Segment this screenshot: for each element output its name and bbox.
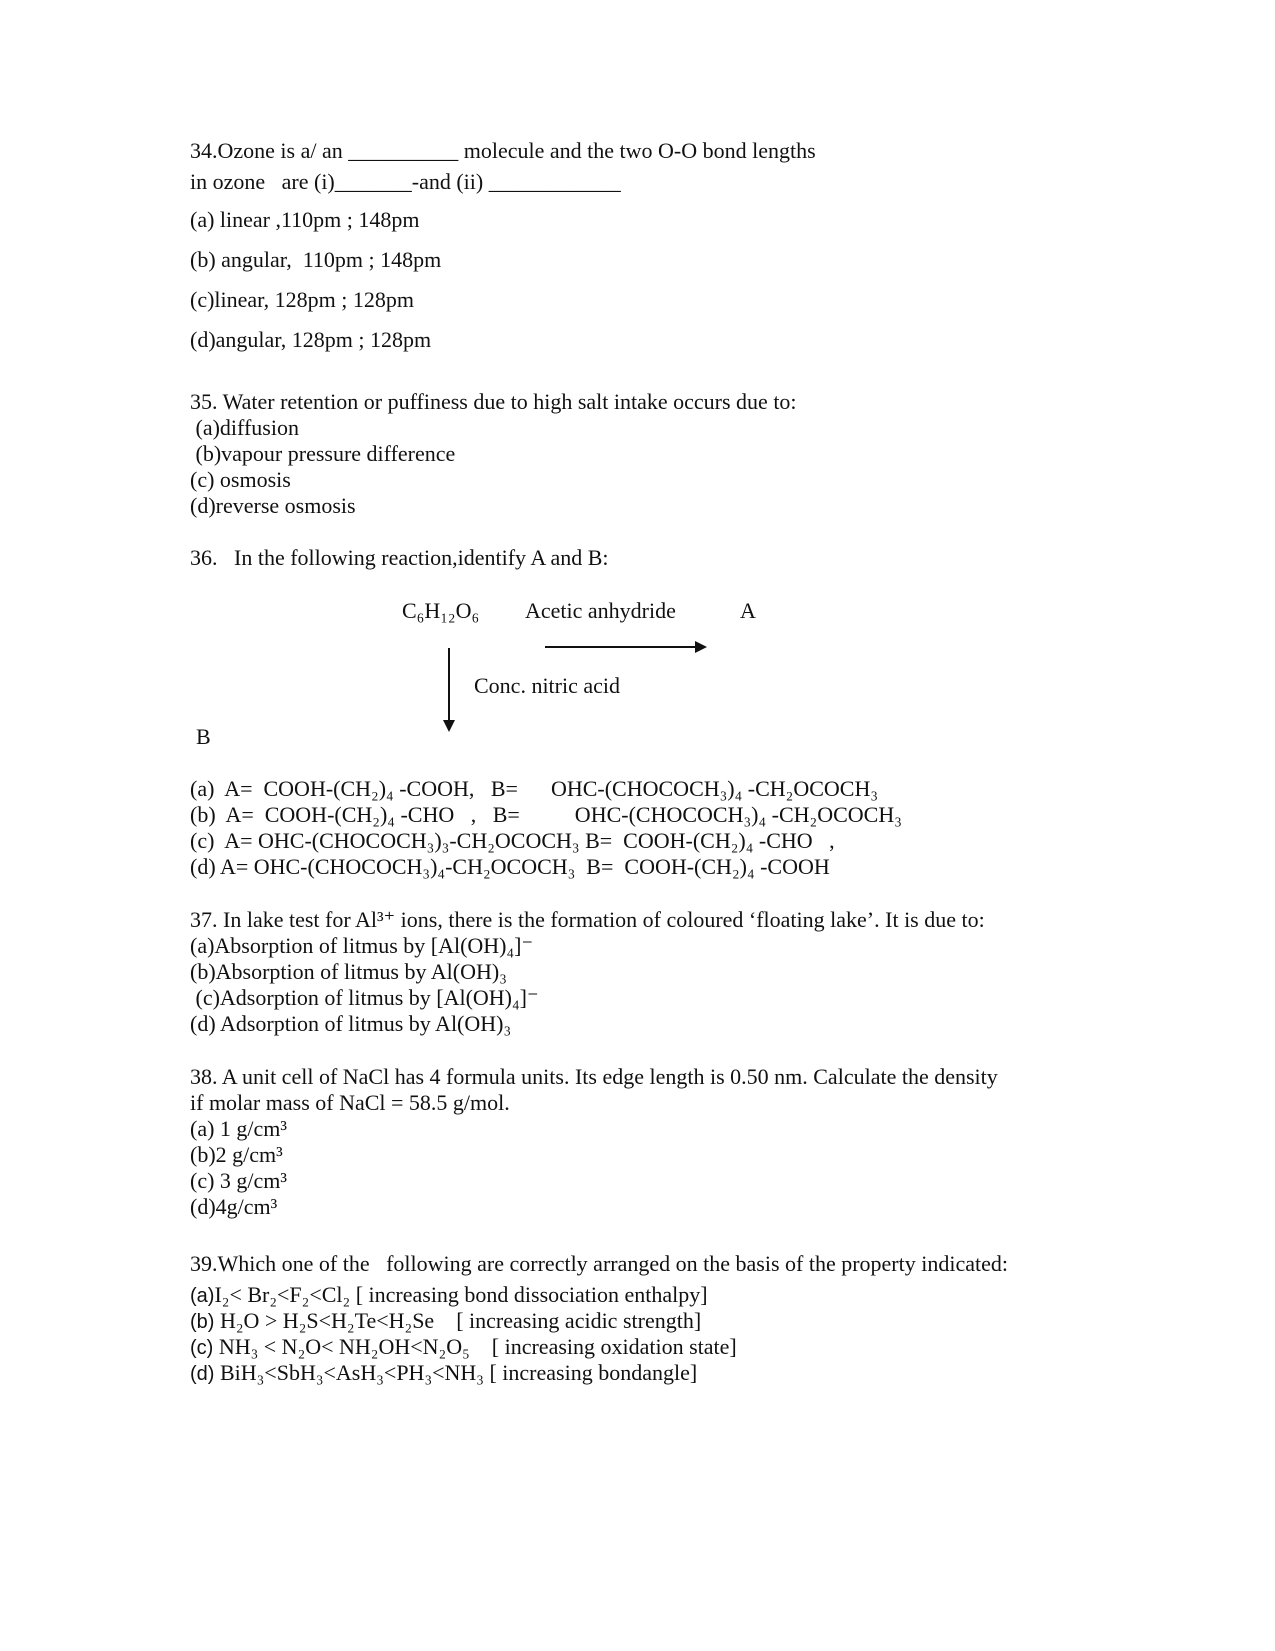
q39-label-c: (c) bbox=[190, 1337, 214, 1359]
q38-line2: if molar mass of NaCl = 58.5 g/mol. bbox=[190, 1090, 510, 1115]
q38-option-a: (a) 1 g/cm³ bbox=[190, 1116, 288, 1141]
q36-reagent-horizontal: Acetic anhydride bbox=[525, 598, 676, 623]
q39-text-c: NH₃ < N₂O< NH₂OH<N₂O₅ [ increasing oxidation state] bbox=[213, 1334, 737, 1359]
q34-line1: 34.Ozone is a/ an __________ molecule and the two O-O bond lengths bbox=[190, 138, 816, 163]
q36-option-a: (a) A= COOH-(CH₂)₄ -COOH, B= OHC-(CHOCOCH₃)₄ -CH₂OCOCH₃ bbox=[190, 776, 879, 801]
q34-option-d: (d)angular, 128pm ; 128pm bbox=[190, 327, 432, 352]
q36-stem: 36. In the following reaction,identify A and B: bbox=[190, 545, 609, 570]
q34-option-a: (a) linear ,110pm ; 148pm bbox=[190, 207, 420, 232]
q34-option-b: (b) angular, 110pm ; 148pm bbox=[190, 247, 442, 272]
q38-line1: 38. A unit cell of NaCl has 4 formula units. Its edge length is 0.50 nm. Calculate the density bbox=[190, 1064, 998, 1089]
q39-option-c bbox=[190, 1334, 737, 1361]
q37-option-a: (a)Absorption of litmus by [Al(OH)₄]⁻ bbox=[190, 933, 534, 958]
q36-reactant: C₆H₁₂O₆ bbox=[402, 598, 480, 623]
q39-option-a bbox=[190, 1282, 708, 1309]
q39-option-b bbox=[190, 1308, 701, 1335]
q36-option-d: (d) A= OHC-(CHOCOCH₃)₄-CH₂OCOCH₃ B= COOH-(CH₂)₄ -COOH bbox=[190, 854, 830, 879]
q37-option-d: (d) Adsorption of litmus by Al(OH)₃ bbox=[190, 1011, 512, 1036]
q34-option-c: (c)linear, 128pm ; 128pm bbox=[190, 287, 414, 312]
q36-reagent-vertical: Conc. nitric acid bbox=[474, 673, 621, 698]
q37-stem: 37. In lake test for Al³⁺ ions, there is the formation of coloured ‘floating lake’. It is due to: bbox=[190, 907, 985, 932]
q39-text-a: I₂< Br₂<F₂<Cl₂ [ increasing bond dissociation enthalpy] bbox=[214, 1282, 708, 1307]
q34-line2: in ozone are (i)_______-and (ii) ____________ bbox=[190, 169, 621, 194]
q35-option-a: (a)diffusion bbox=[190, 415, 299, 440]
q38-option-d: (d)4g/cm³ bbox=[190, 1194, 278, 1219]
q36-option-b: (b) A= COOH-(CH₂)₄ -CHO , B= OHC-(CHOCOCH₃)₄ -CH₂OCOCH₃ bbox=[190, 802, 902, 827]
q37-option-c: (c)Adsorption of litmus by [Al(OH)₄]⁻ bbox=[190, 985, 539, 1010]
reaction-arrow-right-icon bbox=[545, 646, 705, 648]
q36-product-b: B bbox=[196, 724, 211, 749]
q38-option-b: (b)2 g/cm³ bbox=[190, 1142, 283, 1167]
q39-label-a: (a) bbox=[190, 1285, 215, 1307]
q39-stem: 39.Which one of the following are correctly arranged on the basis of the property indicated: bbox=[190, 1251, 1008, 1276]
q36-option-c: (c) A= OHC-(CHOCOCH₃)₃-CH₂OCOCH₃ B= COOH-(CH₂)₄ -CHO , bbox=[190, 828, 835, 853]
q36-product-a: A bbox=[740, 598, 756, 623]
q35-stem: 35. Water retention or puffiness due to high salt intake occurs due to: bbox=[190, 389, 797, 414]
q39-label-b: (b) bbox=[190, 1311, 215, 1333]
q39-text-b: H₂O > H₂S<H₂Te<H₂Se [ increasing acidic strength] bbox=[214, 1308, 702, 1333]
q35-option-d: (d)reverse osmosis bbox=[190, 493, 356, 518]
q35-option-b: (b)vapour pressure difference bbox=[190, 441, 456, 466]
q38-option-c: (c) 3 g/cm³ bbox=[190, 1168, 288, 1193]
q39-text-d: BiH₃<SbH₃<AsH₃<PH₃<NH₃ [ increasing bondangle] bbox=[214, 1360, 698, 1385]
q39-option-d bbox=[190, 1360, 697, 1387]
reaction-arrow-down-icon bbox=[448, 648, 450, 728]
q39-label-d: (d) bbox=[190, 1363, 215, 1385]
q35-option-c: (c) osmosis bbox=[190, 467, 291, 492]
q37-option-b: (b)Absorption of litmus by Al(OH)₃ bbox=[190, 959, 507, 984]
